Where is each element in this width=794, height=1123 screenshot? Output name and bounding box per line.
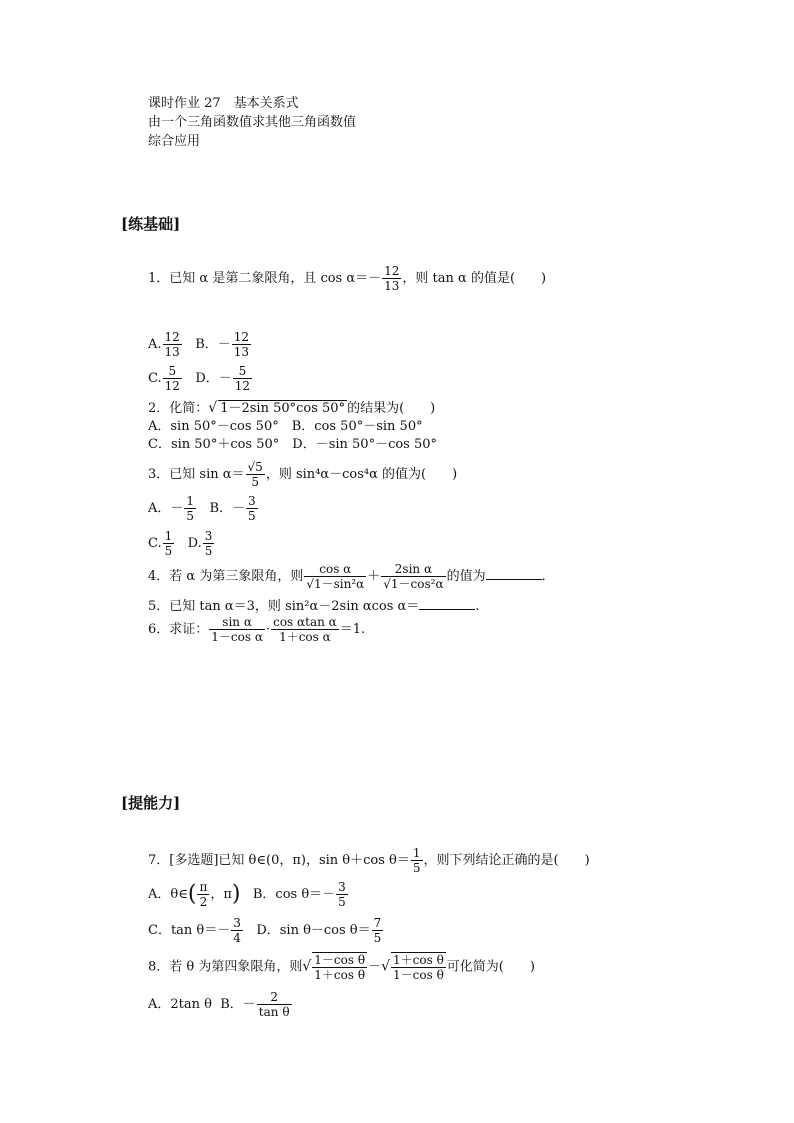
- fraction: $\frac{5}{12}$: [164, 364, 180, 393]
- question-7-options-cd: C．tan θ＝－ $\frac{3}{4}$ D．sin θ－cos θ＝ $\frac{7}{5}$: [148, 916, 382, 945]
- question-3-options-ab: A．－ $\frac{1}{5}$ B．－ $\frac{3}{5}$: [148, 494, 256, 523]
- question-4: 4．若 α 为第三象限角，则 $\frac{\text{cos α}}{\text{√1－sin²α}}$ ＋ $\frac{\text{2sin α}}{\text{√1－cos²α}}$ 的值为 ．: [148, 562, 555, 591]
- header-topic: 综合应用: [148, 134, 201, 149]
- fraction: $\frac{1}{5}$: [164, 529, 173, 558]
- fraction: $\frac{\text{cos α}}{\text{√1－sin²α}}$: [306, 562, 365, 591]
- question-1-options-cd: C. $\frac{5}{12}$ D．－ $\frac{5}{12}$: [148, 364, 251, 393]
- question-7: 7．[多选题]已知 θ∈(0，π)，sin θ＋cos θ＝ $\frac{1}{5}$ ，则下列结论正确的是( ): [148, 846, 590, 875]
- question-6: 6．求证： $\frac{\text{sin α}}{\text{1－cos α}}$ · $\frac{\text{cos αtan α}}{\text{1＋cos α}}$ ＝1.: [148, 615, 366, 644]
- fraction: $\frac{12}{13}$: [384, 264, 400, 293]
- radical-icon: √: [381, 958, 391, 975]
- question-3-options-cd: C. $\frac{1}{5}$ D. $\frac{3}{5}$: [148, 529, 213, 558]
- fraction: $\frac{\pi}{2}$: [199, 880, 208, 909]
- header-title: 课时作业 27 基本关系式: [148, 96, 299, 111]
- fraction: $\frac{\text{2sin α}}{\text{√1－cos²α}}$: [383, 562, 444, 591]
- fraction: $\frac{1}{5}$: [186, 494, 195, 523]
- radical-icon: √: [208, 400, 218, 416]
- radical-icon: √: [302, 958, 312, 975]
- fraction: $\frac{\text{sin α}}{\text{1－cos α}}$: [211, 615, 263, 644]
- question-8-options-ab: A．2tan θ B．－ $\frac{2}{\text{tan θ}}$: [148, 990, 290, 1019]
- question-7-options-ab: A．θ∈( $\frac{\pi}{2}$ ，π) B．cos θ＝－ $\frac{3}{5}$: [148, 880, 346, 909]
- fraction: $\frac{2}{\text{tan θ}}$: [258, 990, 290, 1019]
- answer-blank: [419, 597, 475, 610]
- question-1: 1．已知 α 是第二象限角，且 cos α＝－ $\frac{12}{13}$ ，则 tan α 的值是( ): [148, 264, 547, 293]
- fraction: $\frac{\text{1－cos θ}}{\text{1＋cos θ}}$: [314, 953, 366, 982]
- fraction: $\frac{\text{cos αtan α}}{\text{1＋cos α}}$: [273, 615, 337, 644]
- question-8: 8．若 θ 为第四象限角，则√ $\frac{\text{1－cos θ}}{\text{1＋cos θ}}$ －√ $\frac{\text{1＋cos θ}}{\text{1－cos θ}}$ 可化简为( ): [148, 953, 535, 982]
- fraction: $\frac{5}{12}$: [234, 364, 251, 393]
- fraction: $\frac{3}{4}$: [233, 916, 241, 945]
- fraction: $\frac{1}{5}$: [412, 846, 421, 875]
- question-5: 5．已知 tan α＝3，则 sin²α－2sin αcos α＝ .: [148, 599, 480, 614]
- fraction: $\frac{3}{5}$: [248, 494, 256, 523]
- fraction: $\frac{12}{13}$: [233, 330, 250, 359]
- header-subtitle: 由一个三角函数值求其他三角函数值: [148, 115, 357, 130]
- question-1-options-ab: A. $\frac{12}{13}$ B．－ $\frac{12}{13}$: [148, 330, 250, 359]
- fraction: $\frac{12}{13}$: [164, 330, 180, 359]
- question-3: 3．已知 sin α＝ $\frac{√5}{5}$ ，则 sin⁴α－cos⁴α 的值为( ): [148, 460, 458, 489]
- question-2: 2．化简：√ 1－2sin 50°cos 50° 的结果为( ): [148, 400, 436, 416]
- fraction: $\frac{\text{1＋cos θ}}{\text{1－cos θ}}$: [393, 953, 444, 982]
- question-2-options-cd: C．sin 50°＋cos 50° D．－sin 50°－cos 50°: [148, 437, 438, 452]
- section-basic-heading: [练基础]: [121, 215, 181, 233]
- answer-blank: [486, 567, 542, 580]
- fraction: $\frac{7}{5}$: [373, 916, 382, 945]
- section-advanced-heading: [提能力]: [121, 794, 181, 812]
- question-2-options-ab: A．sin 50°－cos 50° B．cos 50°－sin 50°: [148, 419, 423, 434]
- fraction: $\frac{3}{5}$: [338, 880, 346, 909]
- fraction: $\frac{√5}{5}$: [247, 460, 263, 489]
- fraction: $\frac{3}{5}$: [204, 529, 213, 558]
